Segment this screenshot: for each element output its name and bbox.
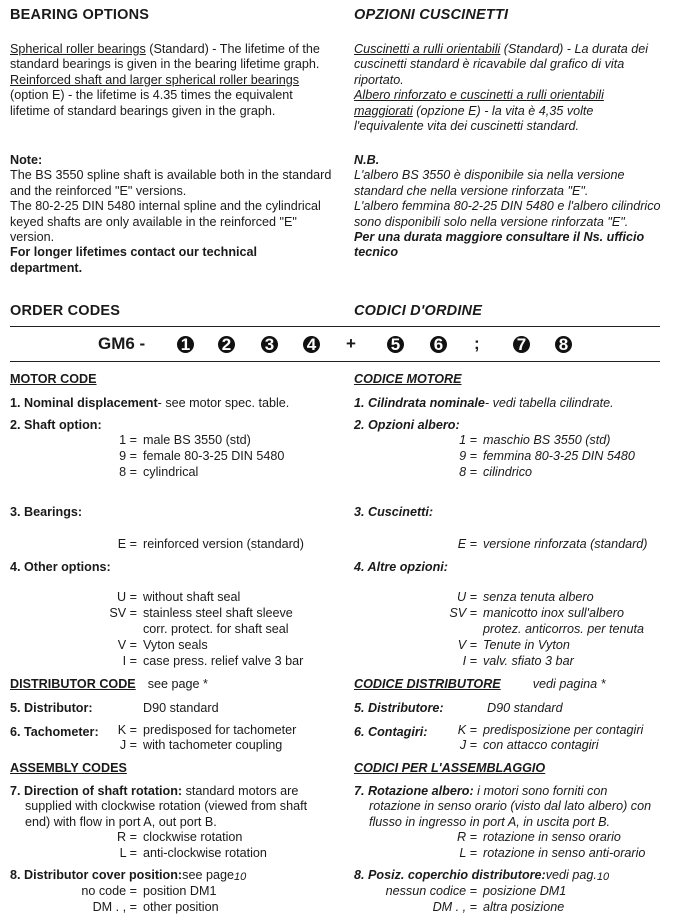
reinforced-shaft-label-it: Albero rinforzato e cuscinetti a rulli orientabili maggiorati [354, 88, 604, 118]
code-value: R = [117, 830, 137, 844]
item-7-label: 7. Direction of shaft rotation: [10, 784, 183, 798]
bearing-option-row [10, 537, 304, 552]
code-row [10, 638, 208, 653]
code-value: 8 = [119, 465, 137, 479]
assembly-codes-title-it: CODICI PER L'ASSEMBLAGGIO [354, 761, 546, 775]
order-code-bar [10, 327, 660, 361]
code-description: with tachometer coupling [143, 738, 283, 752]
item-8-label-it: 8. Posiz. coperchio distributore: [354, 868, 546, 882]
distributor-see-page-it: vedi pagina * [532, 677, 606, 691]
code-description: predisposed for tachometer [143, 723, 297, 737]
distributor-code-title-it: CODICE DISTRIBUTORE [354, 677, 501, 691]
code-description: without shaft seal [143, 590, 241, 604]
position-2-icon: 2 [218, 336, 235, 353]
item-8 [10, 868, 246, 883]
code-row [10, 846, 267, 861]
item-7-text: standard motors are supplied with clockwise rotation (viewed from shaft end) with flow in port A, out port B. [25, 784, 308, 829]
code-row [10, 433, 251, 448]
code-row [354, 622, 644, 637]
item-8-text: see page [182, 868, 234, 882]
code-row [10, 723, 296, 738]
item-2-label: 2. Shaft option: [10, 418, 102, 432]
motor-code-title-it: CODICE MOTORE [354, 372, 462, 386]
code-row [354, 638, 570, 653]
item-7 [10, 784, 320, 830]
code-row [354, 723, 643, 738]
code-description: senza tenuta albero [483, 590, 594, 604]
item-4-label: 4. Other options: [10, 560, 111, 574]
code-description: case press. relief valve 3 bar [143, 654, 304, 668]
code-row [10, 900, 219, 915]
code-value: K = [457, 723, 477, 737]
code-value: nessun codice = [385, 884, 477, 898]
code-description: position DM1 [143, 884, 217, 898]
item-7-text-it: i motori sono forniti con rotazione in senso orario (visto dal lato albero) con flusso in ingresso in port A, in uscita port B. [369, 784, 652, 829]
code-value: U = [117, 590, 137, 604]
code-row [10, 465, 198, 480]
bearing-options-title: BEARING OPTIONS [10, 7, 150, 23]
item-7-it [354, 784, 659, 830]
code-value: J = [459, 738, 477, 752]
code-value [354, 622, 477, 637]
item-8-page: 10 [233, 871, 247, 883]
code-value: J = [119, 738, 137, 752]
semicolon-sign: ; [474, 334, 480, 354]
distributor-see-page: see page * [147, 677, 208, 691]
item-7-label-it: 7. Rotazione albero: [354, 784, 474, 798]
bearing-text-en [10, 42, 332, 119]
code-value [10, 622, 137, 637]
item-1-label-it: 1. Cilindrata nominale [354, 396, 485, 410]
note-label-it: N.B. [354, 153, 380, 167]
code-row [354, 830, 621, 845]
code-description: male BS 3550 (std) [143, 433, 251, 447]
code-description: rotazione in senso orario [483, 830, 621, 844]
code-row [354, 884, 566, 899]
plus-sign: + [346, 334, 356, 354]
code-row [10, 830, 242, 845]
code-description: female 80-3-25 DIN 5480 [143, 449, 285, 463]
code-value: V = [457, 638, 477, 652]
item-6-label-it: 6. Contagiri: [354, 725, 428, 739]
code-row [354, 654, 574, 669]
code-value: L = [119, 846, 137, 860]
distributor-code-header-it [354, 677, 606, 692]
code-value: I = [122, 654, 137, 668]
code-row [10, 622, 289, 637]
code-row [354, 846, 645, 861]
item-1-it [354, 396, 614, 411]
code-row [354, 590, 594, 605]
code-description: Vyton seals [143, 638, 208, 652]
note-line-1-it: L'albero BS 3550 è disponibile sia nella versione standard che nella versione rinforzata "E". [354, 168, 625, 198]
code-description: valv. sfiato 3 bar [483, 654, 574, 668]
code-description: anti-clockwise rotation [143, 846, 267, 860]
item-1-text-it: - vedi tabella cilindrate. [484, 396, 614, 410]
code-value: DM . , = [92, 900, 137, 914]
order-prefix: GM6 - [98, 334, 146, 354]
code-row [354, 449, 635, 464]
note-en [10, 153, 332, 276]
code-row [10, 449, 284, 464]
code-description: posizione DM1 [483, 884, 567, 898]
code-row [354, 900, 564, 915]
item-5 [10, 701, 219, 716]
code-description: other position [143, 900, 219, 914]
code-value: DM . , = [432, 900, 477, 914]
item-8-it [354, 868, 609, 883]
position-4-icon: 4 [303, 336, 320, 353]
code-row [354, 738, 599, 753]
note-label: Note: [10, 153, 43, 167]
code-row [10, 654, 303, 669]
spherical-bearings-text: (Standard) - The lifetime of the standard bearings is given in the bearing lifetime graph. [10, 42, 320, 72]
order-codes-title: ORDER CODES [10, 303, 121, 319]
item-5-value-it: D90 standard [487, 701, 563, 715]
code-description: cylindrical [143, 465, 199, 479]
note-line-2-it: L'albero femmina 80-2-25 DIN 5480 e l'albero cilindrico sono disponibili solo nella versione rinforzata "E". [354, 199, 661, 229]
position-7-icon: 7 [513, 336, 530, 353]
item-4-label-it: 4. Altre opzioni: [354, 560, 448, 574]
code-row [354, 465, 532, 480]
code-value: K = [117, 723, 137, 737]
spherical-bearings-label-it: Cuscinetti a rulli orientabili [354, 42, 501, 56]
code-description: con attacco contagiri [483, 738, 599, 752]
code-value: 9 = [119, 449, 137, 463]
code-description: altra posizione [483, 900, 565, 914]
item-2-label-it: 2. Opzioni albero: [354, 418, 460, 432]
item-5-label: 5. Distributor: [10, 701, 93, 715]
item-5-label-it: 5. Distributore: [354, 701, 444, 715]
note-it [354, 153, 666, 261]
code-row [10, 590, 240, 605]
code-value: E = [457, 537, 477, 551]
position-8-icon: 8 [555, 336, 572, 353]
code-description: maschio BS 3550 (std) [483, 433, 611, 447]
code-description: rotazione in senso anti-orario [483, 846, 646, 860]
assembly-codes-title: ASSEMBLY CODES [10, 761, 127, 775]
item-8-page-it: 10 [596, 871, 610, 883]
position-1-icon: 1 [177, 336, 194, 353]
code-row [10, 738, 282, 753]
code-description: versione rinforzata (standard) [483, 537, 648, 551]
reinforced-shaft-label: Reinforced shaft and larger spherical roller bearings [10, 72, 300, 87]
code-description: clockwise rotation [143, 830, 243, 844]
code-value: SV = [449, 606, 477, 620]
item-1-label: 1. Nominal displacement [10, 396, 158, 410]
item-3-label: 3. Bearings: [10, 505, 83, 519]
code-value: V = [117, 638, 137, 652]
code-value: I = [462, 654, 477, 668]
spherical-bearings-label: Spherical roller bearings [10, 42, 146, 56]
code-row [10, 606, 293, 621]
item-8-text-it: vedi pag. [545, 868, 597, 882]
code-value: 1 = [119, 433, 137, 447]
item-1-text: - see motor spec. table. [157, 396, 290, 410]
item-6-label: 6. Tachometer: [10, 725, 99, 739]
code-value: L = [459, 846, 477, 860]
item-1 [10, 396, 289, 411]
distributor-code-header [10, 677, 208, 692]
note-contact-it: Per una durata maggiore consultare il Ns. ufficio tecnico [354, 230, 645, 260]
item-3-label-it: 3. Cuscinetti: [354, 505, 434, 519]
bearing-text-it [354, 42, 666, 134]
code-description: reinforced version (standard) [143, 537, 304, 551]
reinforced-shaft-text: (option E) - the lifetime is 4.35 times the equivalent lifetime of standard bearings given in the graph. [10, 88, 293, 118]
code-description: protez. anticorros. per tenuta [483, 622, 645, 636]
code-value: U = [457, 590, 477, 604]
code-value: no code = [81, 884, 137, 898]
spherical-bearings-text-it: (Standard) - La durata dei cuscinetti standard è ricavabile dal grafico di vita riportato. [354, 42, 649, 87]
item-5-it [354, 701, 563, 716]
code-description: cilindrico [483, 465, 532, 479]
reinforced-shaft-text-it: (opzione E) - la vita è 4,35 volte l'equivalente vita dei cuscinetti standard. [354, 103, 594, 134]
bearing-option-row-it [354, 537, 648, 552]
code-row [354, 606, 624, 621]
note-contact: For longer lifetimes contact our technical department. [10, 245, 258, 275]
code-value: R = [457, 830, 477, 844]
code-value: 1 = [459, 433, 477, 447]
bearing-options-title-it: OPZIONI CUSCINETTI [354, 7, 509, 23]
note-line-2: The 80-2-25 DIN 5480 internal spline and the cylindrical keyed shafts are only available in the reinforced "E" version. [10, 199, 321, 245]
code-description: manicotto inox sull'albero [483, 606, 625, 620]
code-value: 9 = [459, 449, 477, 463]
position-6-icon: 6 [430, 336, 447, 353]
distributor-code-title: DISTRIBUTOR CODE [10, 677, 136, 691]
code-value: SV = [109, 606, 137, 620]
position-5-icon: 5 [387, 336, 404, 353]
item-5-value: D90 standard [143, 701, 219, 715]
note-line-1: The BS 3550 spline shaft is available both in the standard and the reinforced "E" versions. [10, 168, 332, 198]
code-value: E = [117, 537, 137, 551]
code-description: predisposizione per contagiri [483, 723, 644, 737]
code-description: stainless steel shaft sleeve [143, 606, 293, 620]
motor-code-title: MOTOR CODE [10, 372, 97, 386]
code-description: corr. protect. for shaft seal [143, 622, 289, 636]
position-3-icon: 3 [261, 336, 278, 353]
code-description: Tenute in Vyton [483, 638, 570, 652]
order-bottom-rule [10, 361, 660, 362]
item-8-label: 8. Distributor cover position: [10, 868, 183, 882]
code-row [10, 884, 217, 899]
order-codes-title-it: CODICI D'ORDINE [354, 303, 483, 319]
code-description: femmina 80-3-25 DIN 5480 [483, 449, 635, 463]
code-value: 8 = [459, 465, 477, 479]
code-row [354, 433, 610, 448]
